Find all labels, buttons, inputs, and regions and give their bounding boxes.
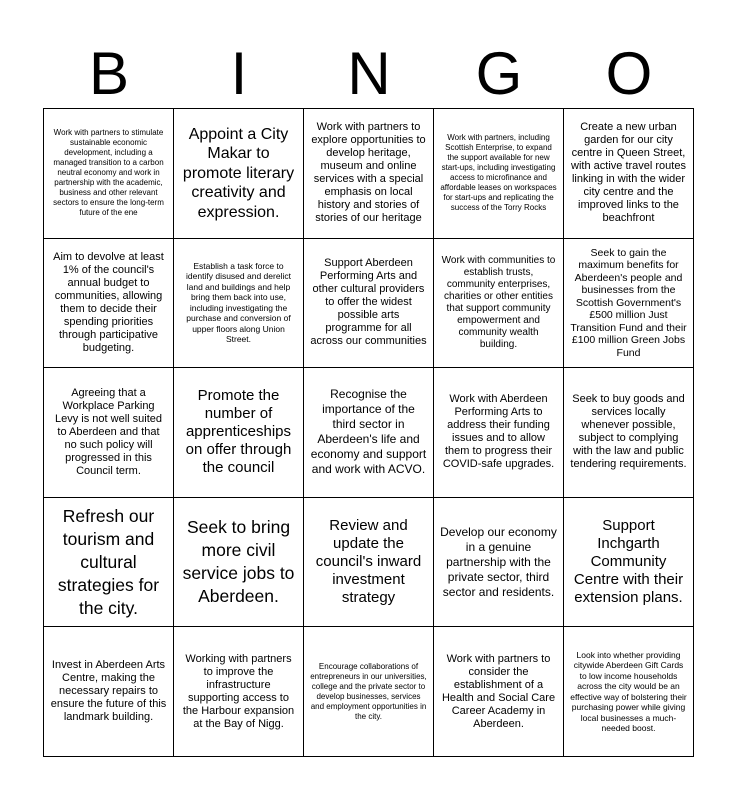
cell-text: Seek to gain the maximum benefits for Aberdeen's people and businesses from the Scottish Government's £500 million Just Transition Fund and their £100 million Green Jobs Fund	[570, 246, 687, 359]
bingo-cell	[564, 238, 694, 368]
bingo-cell	[564, 109, 694, 239]
cell-text: Support Inchgarth Community Centre with their extension plans.	[573, 517, 684, 607]
bingo-cell	[564, 627, 694, 757]
bingo-cell	[44, 627, 174, 757]
cell-text: Work with partners to explore opportunities to develop heritage, museum and online services with a special emphasis on local history and stories of stories of our heritage	[311, 121, 426, 225]
bingo-cell	[434, 368, 564, 498]
cell-text: Create a new urban garden for our city centre in Queen Street, with active travel routes linking in with the wider city centre and the improved links to the beachfront	[571, 121, 686, 225]
cell-text: Seek to bring more civil service jobs to Aberdeen.	[182, 517, 295, 607]
cell-text: Review and update the council's inward investment strategy	[315, 517, 422, 607]
bingo-cell	[174, 109, 304, 239]
header-letter-g: G	[475, 40, 523, 107]
bingo-cell	[44, 238, 174, 368]
cell-text: Work with communities to establish trusts, community enterprises, charities or other entities that support community empowerment and community wealth building.	[441, 254, 556, 350]
bingo-cell	[304, 368, 434, 498]
bingo-cell	[174, 238, 304, 368]
cell-text: Recognise the importance of the third sector in Aberdeen's life and economy and support and work with ACVO.	[310, 387, 427, 477]
cell-text: Working with partners to improve the infrastructure supporting access to the Harbour expansion at the Bay of Nigg.	[182, 652, 295, 730]
cell-text: Work with Aberdeen Performing Arts to address their funding issues and to allow them to progress their COVID-safe upgrades.	[442, 393, 555, 471]
cell-text: Agreeing that a Workplace Parking Levy is not well suited to Aberdeen and that no such policy will progressed in this Council term.	[55, 386, 162, 477]
header-letter-o: O	[605, 40, 653, 107]
bingo-cell	[304, 238, 434, 368]
bingo-cell	[174, 627, 304, 757]
cell-text: Work with partners, including Scottish Enterprise, to expand the support available for new start-ups, including investigating access to microfinance and affordable leases on workspaces for start-ups and replicating the success of the Torry Rocks	[440, 133, 557, 213]
bingo-row	[44, 109, 694, 239]
cell-text: Support Aberdeen Performing Arts and other cultural providers to offer the widest possible arts programme for all across our communities	[310, 257, 427, 348]
bingo-cell	[434, 109, 564, 239]
cell-text: Invest in Aberdeen Arts Centre, making the necessary repairs to ensure the future of this landmark building.	[50, 659, 167, 724]
header-letter-i: I	[230, 40, 248, 107]
bingo-row	[44, 238, 694, 368]
bingo-header	[44, 40, 694, 108]
header-letter-n: N	[347, 40, 391, 107]
bingo-row	[44, 368, 694, 498]
bingo-row	[44, 627, 694, 757]
bingo-cell	[564, 368, 694, 498]
cell-text: Appoint a City Makar to promote literary creativity and expression.	[182, 125, 295, 221]
bingo-cell	[564, 497, 694, 627]
cell-text: Refresh our tourism and cultural strategies for the city.	[57, 505, 160, 618]
bingo-cell	[434, 238, 564, 368]
cell-text: Establish a task force to identify disused and derelict land and buildings and help bring them back into use, including investigating the purchase and conversion of upper floors along Union Street.	[186, 260, 291, 345]
bingo-cell	[44, 368, 174, 498]
header-letter-b: B	[88, 40, 130, 107]
bingo-cell	[434, 497, 564, 627]
bingo-cell	[174, 497, 304, 627]
cell-text: Look into whether providing citywide Aberdeen Gift Cards to low income households across the city would be an effective way of bolstering their purchasing power while giving local businesses a much-needed boost.	[570, 649, 687, 734]
bingo-cell	[304, 627, 434, 757]
bingo-row	[44, 497, 694, 627]
bingo-cell	[304, 497, 434, 627]
cell-text: Seek to buy goods and services locally whenever possible, subject to complying with the law and public tendering requirements.	[570, 393, 687, 471]
bingo-cell	[44, 109, 174, 239]
bingo-cell	[304, 109, 434, 239]
bingo-cell	[44, 497, 174, 627]
cell-text: Promote the number of apprenticeships on offer through the council	[185, 387, 292, 477]
bingo-cell	[434, 627, 564, 757]
cell-text: Work with partners to stimulate sustainable economic development, including a managed transition to a carbon neutral economy and work in partnership with the academic, business and other relevant sectors to ensure the long-term future of the ene	[53, 128, 164, 218]
cell-text: Encourage collaborations of entrepreneurs in our universities, college and the private sector to develop businesses, services and employment opportunities in the city.	[310, 661, 427, 721]
cell-text: Aim to devolve at least 1% of the council's annual budget to communities, allowing them to decide their spending priorities through participative budgeting.	[53, 250, 164, 354]
bingo-cell	[174, 368, 304, 498]
cell-text: Work with partners to consider the establishment of a Health and Social Care Career Academy in Aberdeen.	[441, 652, 556, 730]
bingo-card-grid	[43, 108, 694, 757]
cell-text: Develop our economy in a genuine partnership with the private sector, third sector and residents.	[440, 524, 557, 599]
